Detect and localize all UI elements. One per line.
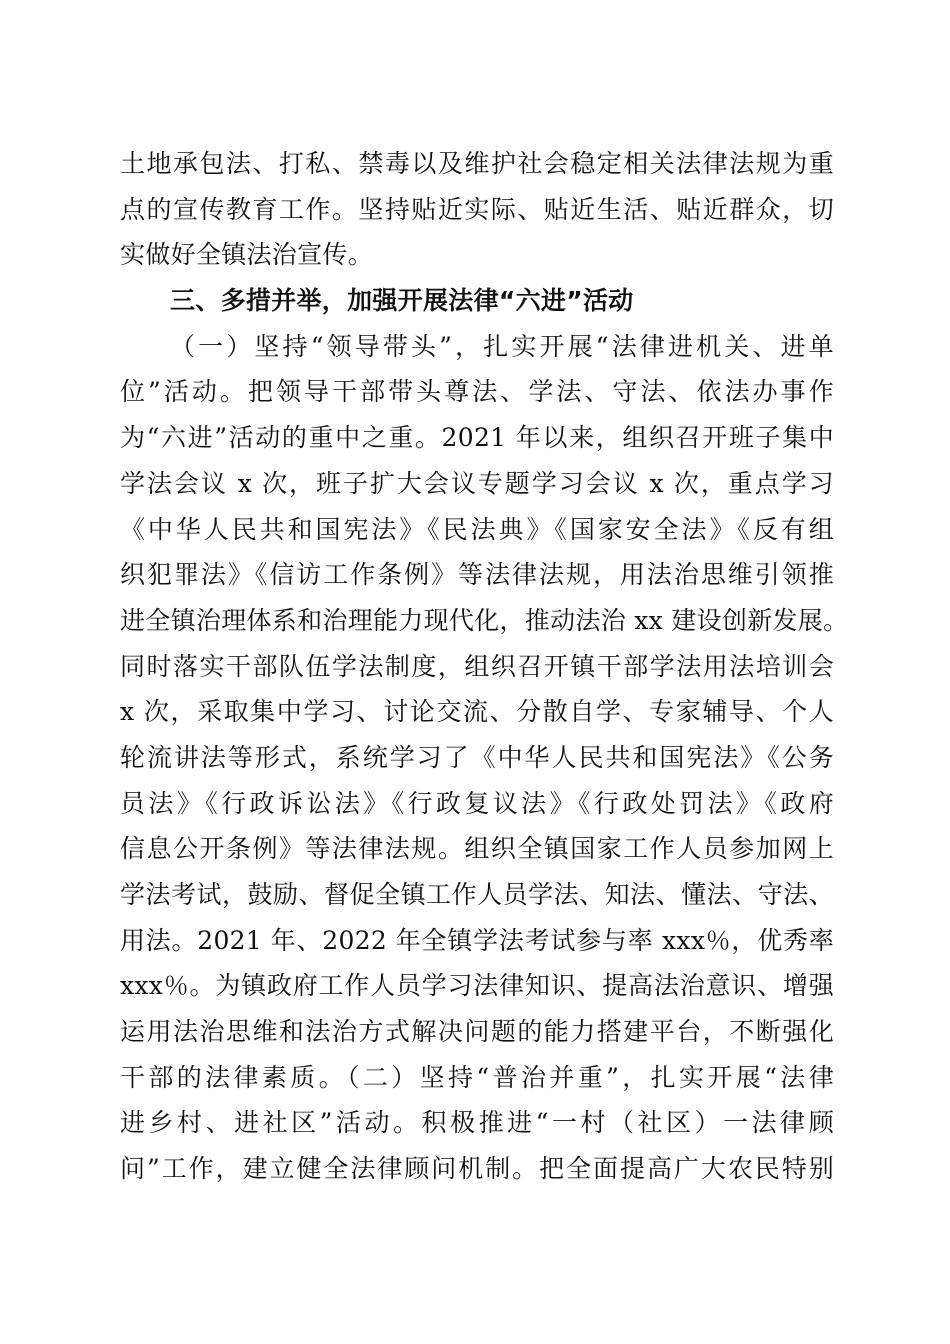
text-line: 干部的法律素质。（二）坚持“普治并重”，扎实开展“法律	[120, 1062, 834, 1092]
text-line: 信息公开条例》等法律法规。组织全镇国家工作人员参加网上	[120, 834, 834, 864]
text-line: x 次，采取集中学习、讨论交流、分散自学、专家辅导、个人	[120, 697, 834, 727]
text-line: 点的宣传教育工作。坚持贴近实际、贴近生活、贴近群众，切	[120, 194, 834, 224]
text-line: 进全镇治理体系和治理能力现代化，推动法治 xx 建设创新发展。	[120, 605, 849, 635]
document-body	[120, 141, 849, 1192]
text-line: 进乡村、进社区”活动。积极推进“一村（社区）一法律顾	[120, 1108, 834, 1138]
text-line: 位”活动。把领导干部带头尊法、学法、守法、依法办事作	[120, 377, 834, 407]
section-heading: 三、多措并举，加强开展法律“六进”活动	[170, 286, 634, 316]
text-line: 员法》《行政诉讼法》《行政复议法》《行政处罚法》《政府	[120, 788, 834, 818]
text-line: xxx％。为镇政府工作人员学习法律知识、提高法治意识、增强	[120, 971, 834, 1001]
text-line: 实做好全镇法治宣传。	[120, 240, 374, 270]
text-line: 学法考试，鼓励、督促全镇工作人员学法、知法、懂法、守法、	[120, 880, 834, 909]
text-line: 用法。2021 年、2022 年全镇学法考试参与率 xxx％，优秀率	[120, 925, 834, 955]
text-line: 为“六进”活动的重中之重。2021 年以来，组织召开班子集中	[120, 423, 834, 453]
text-line: 运用法治思维和法治方式解决问题的能力搭建平台，不断强化	[120, 1017, 834, 1047]
text-line: （一）坚持“领导带头”，扎实开展“法律进机关、进单	[170, 331, 834, 361]
text-line: 轮流讲法等形式，系统学习了《中华人民共和国宪法》《公务	[120, 742, 834, 772]
text-line: 《中华人民共和国宪法》《民法典》《国家安全法》《反有组	[120, 514, 834, 544]
text-line: 织犯罪法》《信访工作条例》等法律法规，用法治思维引领推	[120, 560, 834, 590]
text-line: 同时落实干部队伍学法制度，组织召开镇干部学法用法培训会	[120, 651, 834, 681]
text-line: 土地承包法、打私、禁毒以及维护社会稳定相关法律法规为重	[120, 149, 834, 178]
text-line: 问”工作，建立健全法律顾问机制。把全面提高广大农民特别	[120, 1154, 834, 1184]
text-line: 学法会议 x 次，班子扩大会议专题学习会议 x 次，重点学习	[120, 468, 834, 498]
